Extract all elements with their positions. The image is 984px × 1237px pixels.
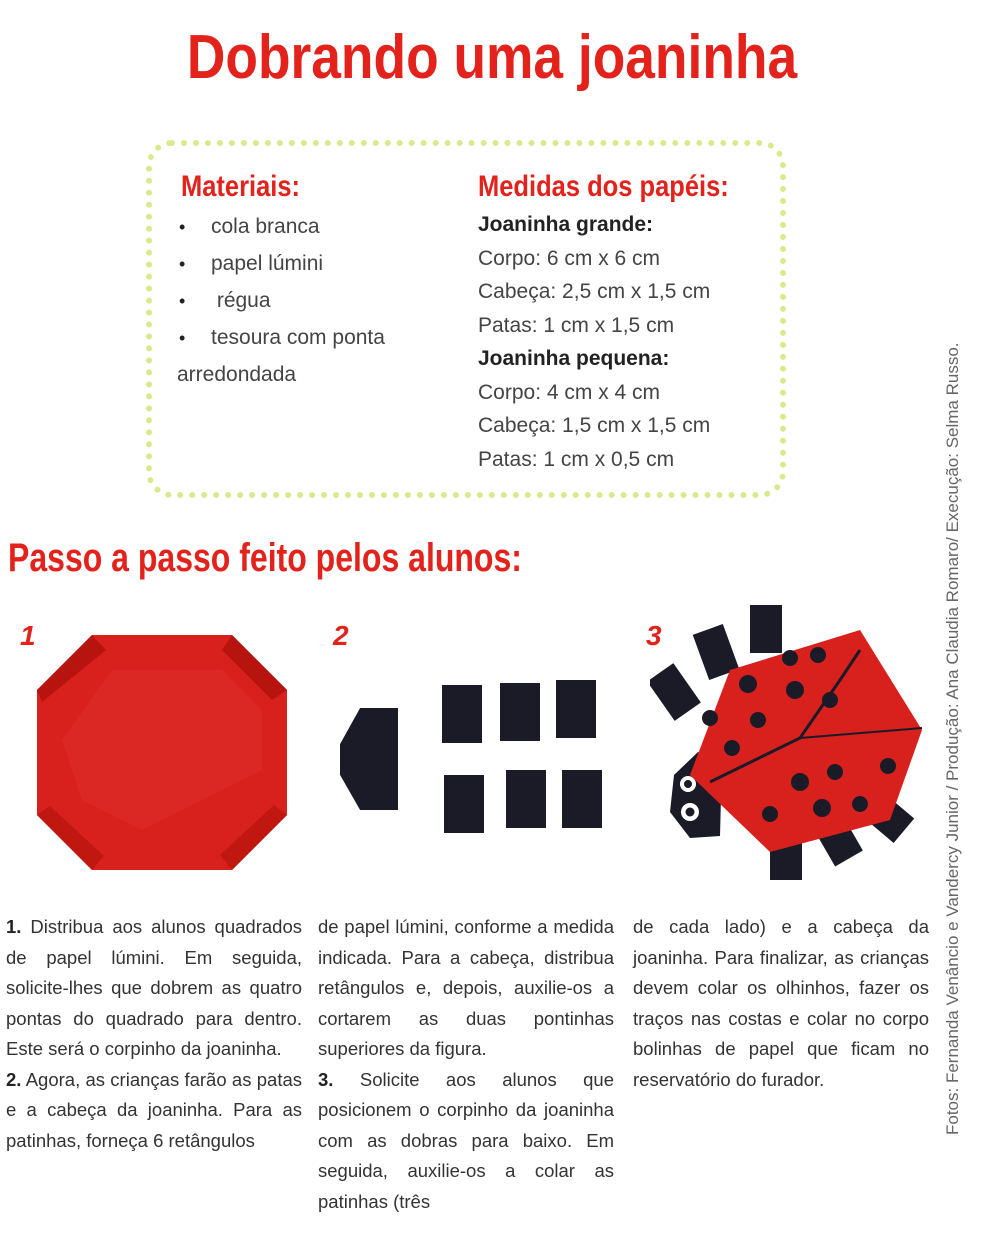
ladybug-spot (702, 710, 718, 726)
materiais-heading: Materiais: (181, 170, 301, 203)
leg-rect (562, 770, 602, 828)
ladybug-spot (724, 740, 740, 756)
grande-patas: Patas: 1 cm x 1,5 cm (478, 313, 675, 337)
step-number-1: 1 (20, 620, 36, 651)
passo-heading: Passo a passo feito pelos alunos: (8, 536, 522, 580)
ladybug-spot (822, 692, 838, 708)
list-item-continuation: arredondada (177, 363, 297, 386)
list-item: • régua (179, 289, 271, 312)
black-rectangles-image (330, 670, 630, 835)
step-2-number: 2. (6, 1068, 22, 1090)
ladybug-spot (880, 758, 896, 774)
instructions-column-1 (6, 912, 302, 1156)
list-item: • papel lúmini (179, 252, 324, 275)
grande-corpo: Corpo: 6 cm x 6 cm (478, 246, 661, 270)
pequena-cabeca: Cabeça: 1,5 cm x 1,5 cm (478, 414, 711, 437)
leg-rect (506, 770, 546, 828)
step-3-number: 3. (318, 1068, 334, 1090)
step-1-number: 1. (6, 916, 22, 937)
leg-rect (500, 683, 540, 741)
materiais-list (177, 212, 385, 397)
step-2-text-cont: de papel lúmini, conforme a medida indicada. Para a cabeça, distribua retângulos e, depois, auxilie-os a cortarem as duas pontinhas superiores da figura. (318, 916, 614, 1059)
step-2-text: Agora, as crianças farão as patas e a cabeça da joaninha. Para as patinhas, forneça 6 retângulos (6, 1068, 302, 1151)
instructions-column-3 (633, 912, 929, 1095)
page-title: Dobrando uma joaninha (186, 23, 798, 92)
ladybug-spot (791, 773, 809, 791)
grande-cabeca: Cabeça: 2,5 cm x 1,5 cm (478, 280, 711, 303)
step-3-text-cont: de cada lado) e a cabeça da joaninha. Para finalizar, as crianças devem colar os olhinhos, fazer os traços nas costas e colar no corpo bolinhas de papel que ficam no reservatório do furador. (633, 916, 929, 1090)
ladybug-eye (684, 780, 692, 788)
pequena-patas: Patas: 1 cm x 0,5 cm (478, 447, 675, 471)
photo-credit: Fotos: Fernanda Venâncio e Vandercy Junior / Produção: Ana Claudia Romaro/ Execução: Selma Russo. (943, 342, 962, 1135)
pequena-corpo: Corpo: 4 cm x 4 cm (478, 380, 661, 404)
ladybug-spot (750, 712, 766, 728)
step-1-text: Distribua aos alunos quadrados de papel lúmini. Em seguida, solicite-lhes que dobrem as quatro pontas do quadrado para dentro. Este será o corpinho da joaninha. (6, 916, 302, 1059)
ladybug-spot (782, 650, 798, 666)
red-octagon-image (22, 630, 302, 875)
step-number-2: 2 (333, 620, 349, 651)
grande-label: Joaninha grande: (478, 213, 654, 236)
ladybug-spot (852, 796, 868, 812)
list-item: • tesoura com ponta (179, 326, 385, 349)
ladybug-eye (686, 808, 695, 817)
list-item: • cola branca (179, 215, 320, 238)
ladybug-spot (813, 799, 831, 817)
instructions-column-2 (318, 912, 614, 1217)
ladybug-leg (750, 605, 782, 653)
medidas-heading: Medidas dos papéis: (478, 170, 729, 203)
leg-rect (442, 685, 482, 743)
leg-rect (556, 680, 596, 738)
ladybug-spot (739, 675, 757, 693)
pequena-label: Joaninha pequena: (478, 347, 670, 370)
ladybug-spot (827, 764, 843, 780)
step-number-3: 3 (646, 620, 662, 651)
leg-rect (444, 775, 484, 833)
medidas-list (478, 210, 710, 478)
ladybug-leg (650, 663, 701, 721)
step-3-text: Solicite aos alunos que posicionem o corpinho da joaninha com as dobras para baixo. Em seguida, auxilie-os a colar as patinhas (três (318, 1068, 614, 1212)
ladybug-spot (786, 681, 804, 699)
ladybug-spot (762, 806, 778, 822)
ladybug-spot (810, 647, 826, 663)
ladybug-image (650, 600, 930, 885)
